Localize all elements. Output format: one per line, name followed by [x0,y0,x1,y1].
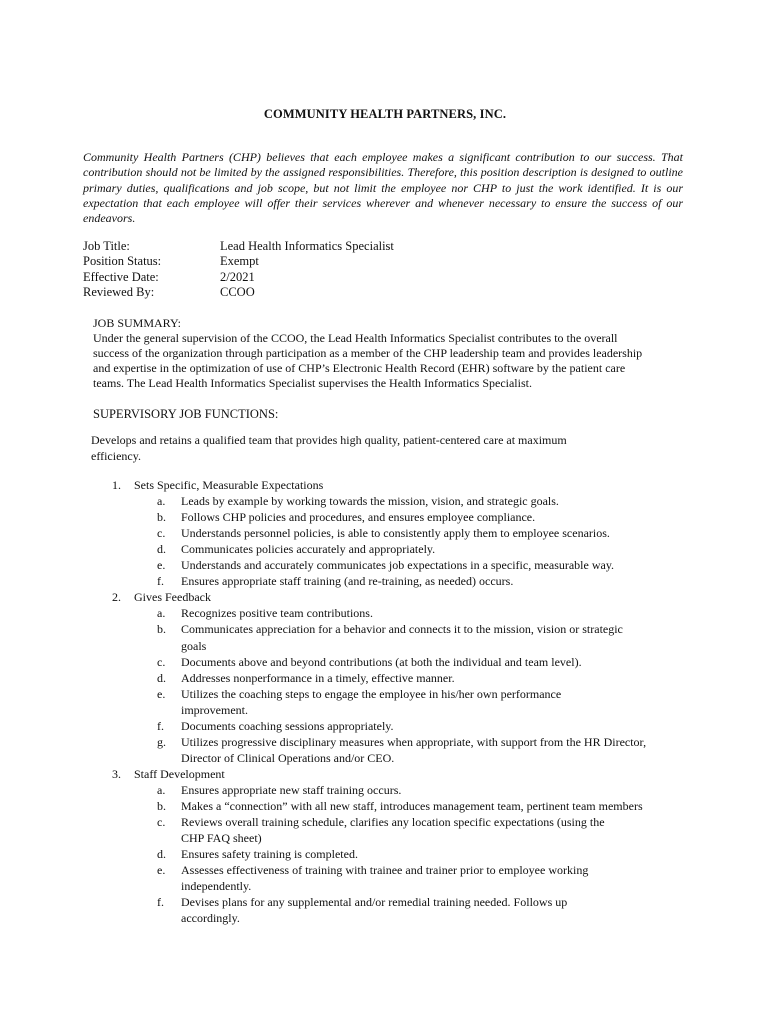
list-item-text: goals [181,638,207,653]
item-letter: e. [157,686,166,701]
supervisory-lead-paragraph: Develops and retains a qualified team that provides high quality, patient-centered care at maximum efficiency. [91,433,567,463]
list-item-text: Communicates appreciation for a behavior and connects it to the mission, vision or strategic [181,622,623,637]
meta-value: 2/2021 [220,269,255,284]
job-summary-heading: JOB SUMMARY: [93,316,181,330]
list-item-text: Assesses effectiveness of training with trainee and trainer prior to employee working [181,863,589,878]
list-item-text: Addresses nonperformance in a timely, effective manner. [181,670,455,685]
list-item-text: Understands personnel policies, is able to consistently apply them to employee scenarios. [181,526,610,541]
item-letter: d. [157,542,166,557]
meta-label: Reviewed By: [83,284,155,299]
list-item-text: Utilizes progressive disciplinary measures when appropriate, with support from the HR Director, [181,734,647,749]
supervisory-heading: SUPERVISORY JOB FUNCTIONS: [93,407,279,421]
list-item-text: Communicates policies accurately and appropriately. [181,542,436,557]
item-letter: a. [157,782,166,797]
list-item-text: independently. [181,879,252,894]
item-letter: a. [157,494,166,509]
item-letter: c. [157,654,166,669]
meta-value: Lead Health Informatics Specialist [220,239,394,253]
item-letter: d. [157,847,166,862]
section-title: Sets Specific, Measurable Expectations [134,478,324,492]
section-number: 3. [112,766,121,781]
list-item-text: Director of Clinical Operations and/or CEO. [181,750,395,765]
job-summary-text: Under the general supervision of the CCOO, the Lead Health Informatics Specialist contributes to the overall success of the organization through participation as a member of the CHP leadership team and provides leadership and expertise in the optimization of use of CHP’s Electronic Health Record (EHR) software by the patient care teams. The Lead Health Informatics Specialist supervises the Health Informatics Specialist. [93,331,643,390]
item-letter: c. [157,815,166,830]
list-item-text: Reviews overall training schedule, clarifies any location specific expectations (using the [181,815,605,830]
intro-paragraph: Community Health Partners (CHP) believes that each employee makes a significant contribution to our success. That contribution should not be limited by the assigned responsibilities. Therefore, this position description is designed to outline primary duties, qualifications and job scope, but not limit the employee nor CHP to just the work identified. It is our expectation that each employee will offer their services wherever and whenever necessary to ensure the success of our endeavors. [83,150,683,226]
meta-row-reviewed-by [83,285,394,300]
meta-value: Exempt [220,254,259,269]
meta-label: Effective Date: [83,269,159,284]
list-item-text: Recognizes positive team contributions. [181,606,373,621]
item-letter: e. [157,863,166,878]
section-number: 1. [112,478,121,492]
item-letter: b. [157,799,166,813]
item-letter: f. [157,718,164,733]
item-letter: d. [157,670,166,685]
list-item-text: Follows CHP policies and procedures, and ensures employee compliance. [181,510,536,525]
list-item-text: Documents above and beyond contributions (at both the individual and team level). [181,654,582,669]
list-item-text: Leads by example by working towards the mission, vision, and strategic goals. [181,494,559,509]
meta-value: CCOO [220,284,255,299]
item-letter: g. [157,734,166,749]
list-item-text: CHP FAQ sheet) [181,831,262,846]
meta-label: Position Status: [83,254,162,269]
job-summary-section [93,316,653,391]
list-item-text: Ensures appropriate new staff training occurs. [181,782,402,797]
section-title: Staff Development [134,766,225,781]
list-item-text: Ensures appropriate staff training (and re-training, as needed) occurs. [181,574,514,589]
meta-row-job-title [83,239,394,254]
item-letter: c. [157,526,166,541]
job-meta-table [83,239,394,300]
list-item-text: Ensures safety training is completed. [181,847,358,862]
list-item-text: Documents coaching sessions appropriately. [181,718,394,733]
section-title: Gives Feedback [134,590,211,605]
item-letter: f. [157,574,164,589]
list-item-text: Makes a “connection” with all new staff, introduces management team, pertinent team members [181,799,643,813]
meta-row-effective-date [83,270,394,285]
item-letter: e. [157,558,166,573]
meta-row-position-status [83,254,394,269]
item-letter: a. [157,606,166,621]
list-item-text: Understands and accurately communicates job expectations in a specific, measurable way. [181,558,615,573]
meta-label: Job Title: [83,239,130,253]
item-letter: b. [157,622,166,637]
list-item-text: improvement. [181,702,248,717]
list-item-text: accordingly. [181,911,240,926]
item-letter: b. [157,510,166,525]
section-number: 2. [112,590,121,605]
organization-title: COMMUNITY HEALTH PARTNERS, INC. [263,107,507,121]
list-item-text: Devises plans for any supplemental and/or remedial training needed. Follows up [181,895,568,910]
list-item-text: Utilizes the coaching steps to engage the employee in his/her own performance [181,686,562,701]
item-letter: f. [157,895,164,910]
